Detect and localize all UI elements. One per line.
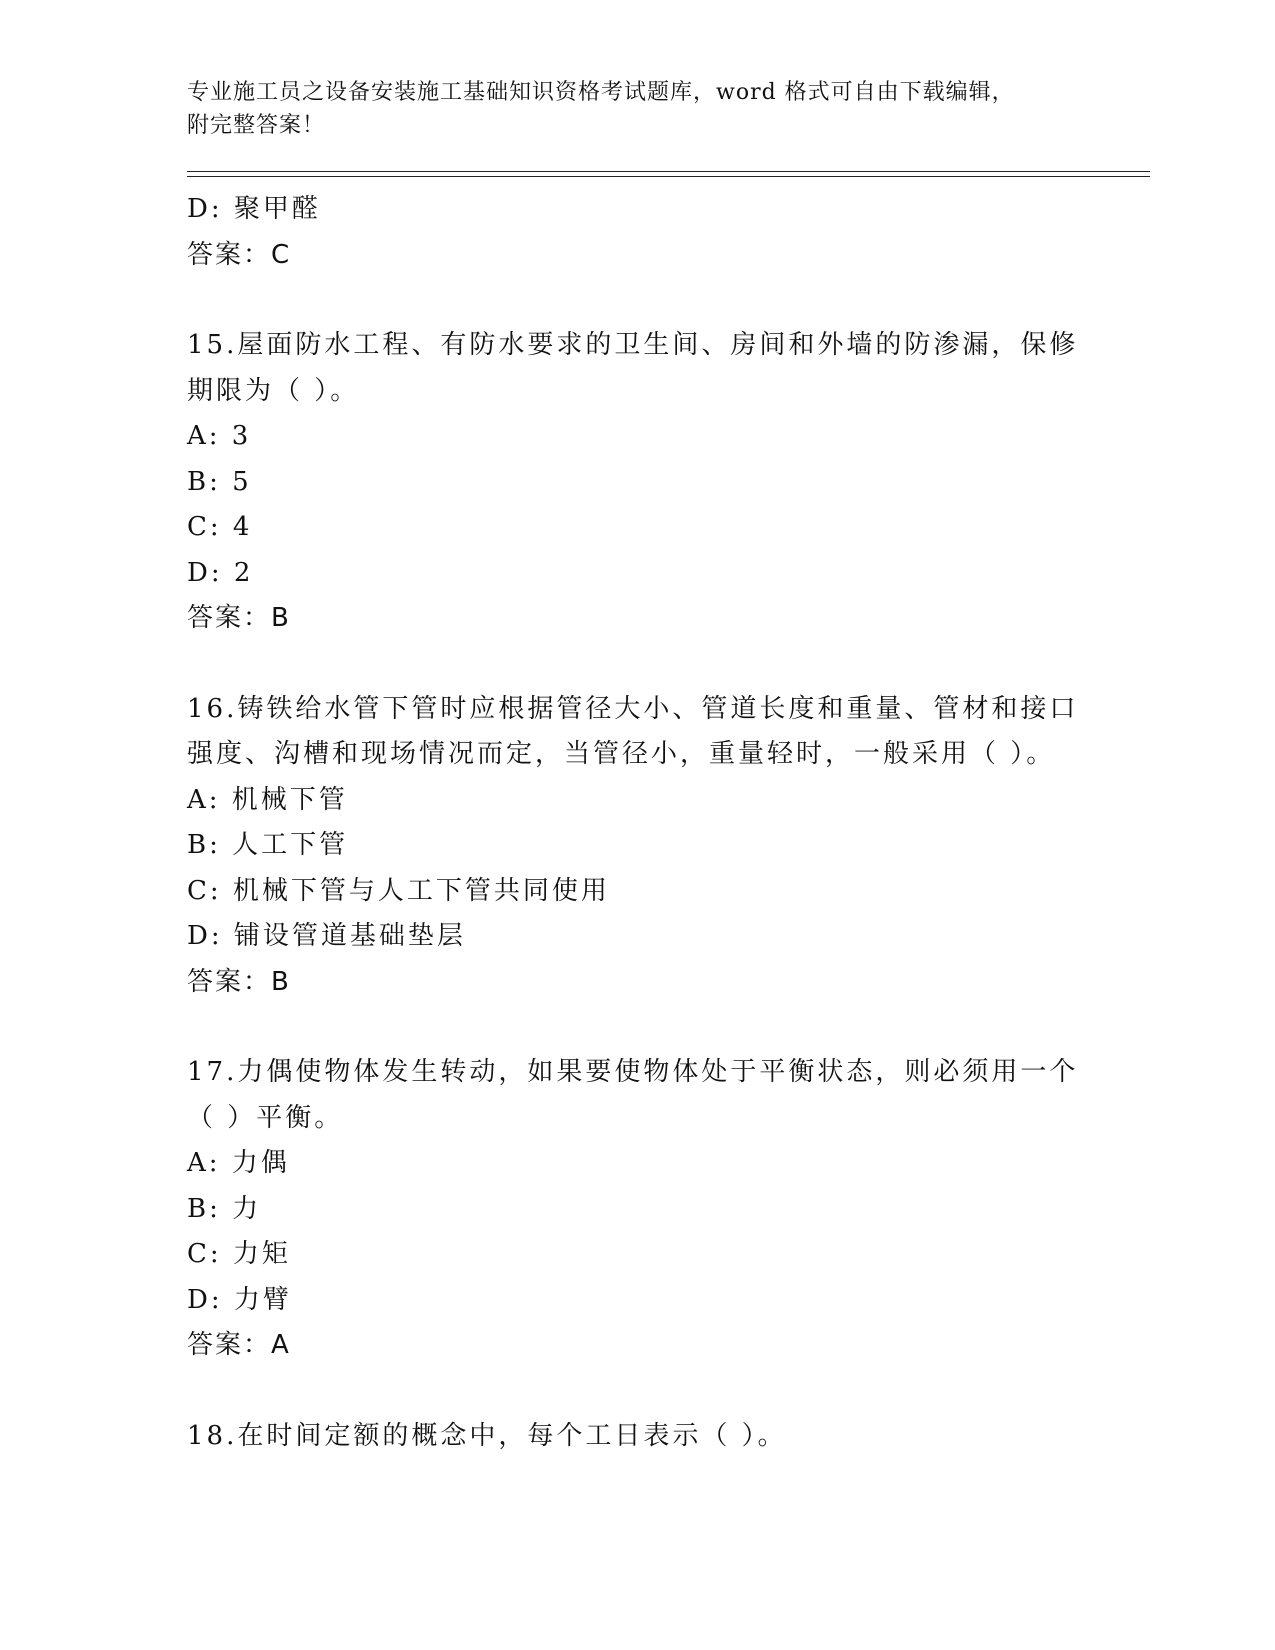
spacer <box>187 1369 1087 1414</box>
question-text-line-1: 18.在时间定额的概念中，每个工日表示（ ）。 <box>187 1420 787 1451</box>
answer-line: 答案：B <box>187 966 291 997</box>
question-15 <box>187 323 1087 642</box>
option-c: C: 力矩 <box>187 1239 291 1269</box>
question-text-line-2: 期限为（ ）。 <box>187 375 360 406</box>
previous-question-tail <box>187 187 1087 278</box>
option-c: C: 4 <box>187 512 253 542</box>
option-d: D: 聚甲醛 <box>187 194 321 224</box>
option-a: A: 3 <box>187 421 252 451</box>
question-text-line-1: 15.屋面防水工程、有防水要求的卫生间、房间和外墙的防渗漏，保修 <box>187 330 1079 360</box>
option-c: C: 机械下管与人工下管共同使用 <box>187 875 610 906</box>
document-body <box>187 187 1087 1459</box>
question-16 <box>187 687 1087 1006</box>
option-b: B: 人工下管 <box>187 830 349 860</box>
spacer <box>187 278 1087 323</box>
spacer <box>187 1005 1087 1050</box>
header-rule-top <box>187 171 1150 172</box>
header-line-1: 专业施工员之设备安装施工基础知识资格考试题库，word 格式可自由下载编辑， <box>187 80 1015 105</box>
option-b: B: 力 <box>187 1193 262 1224</box>
answer-line: 答案：B <box>187 603 291 633</box>
option-d: D: 铺设管道基础垫层 <box>187 921 466 951</box>
question-17 <box>187 1050 1087 1369</box>
page-header <box>187 76 1087 142</box>
question-text-line-2: （ ）平衡。 <box>187 1102 344 1133</box>
option-b: B: 5 <box>187 466 252 497</box>
option-d: D: 2 <box>187 557 254 588</box>
option-a: A: 力偶 <box>187 1148 290 1178</box>
header-line-2: 附完整答案！ <box>187 113 326 138</box>
question-18 <box>187 1414 1087 1460</box>
question-text-line-2: 强度、沟槽和现场情况而定，当管径小，重量轻时，一般采用（ ）。 <box>187 739 1056 769</box>
header-rule-bottom <box>187 176 1150 177</box>
answer-line: 答案：A <box>187 1330 291 1360</box>
option-a: A: 机械下管 <box>187 784 348 815</box>
question-text-line-1: 16.铸铁给水管下管时应根据管径大小、管道长度和重量、管材和接口 <box>187 693 1079 724</box>
option-d: D: 力臂 <box>187 1284 292 1315</box>
answer-line: 答案：C <box>187 239 292 270</box>
spacer <box>187 642 1087 687</box>
question-text-line-1: 17.力偶使物体发生转动，如果要使物体处于平衡状态，则必须用一个 <box>187 1057 1079 1087</box>
